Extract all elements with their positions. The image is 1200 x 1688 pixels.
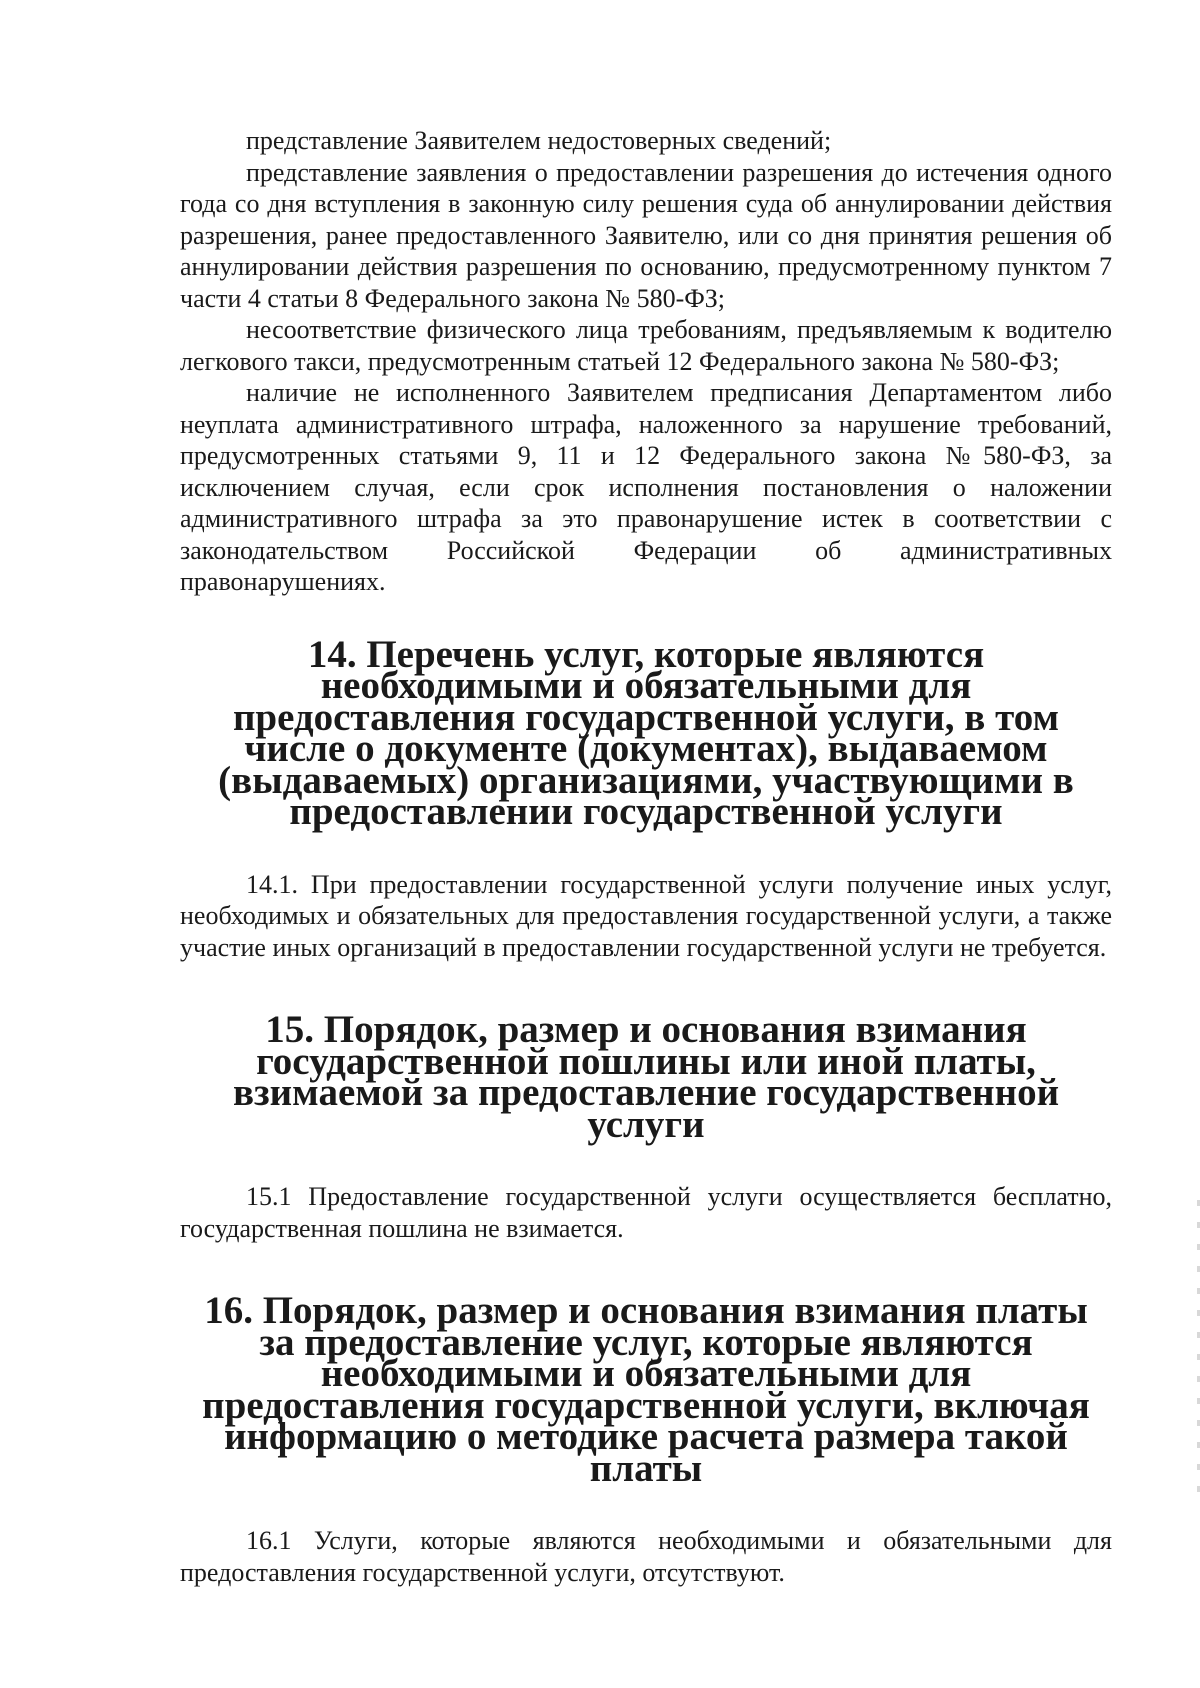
paragraph-driver-requirements: несоответствие физического лица требованиям, предъявляемым к водителю легкового такси, предусмотренным статьей 12 Федерального закона № 580-ФЗ; — [180, 315, 1112, 376]
section-14-heading: 14. Перечень услуг, которые являются необходимыми и обязательными для предоставления государственной услуги, в том числе о документе (документах), выдаваемом (выдаваемых) организациями, участвующими в предоставлении государственной услуги — [218, 632, 1074, 833]
document-page — [180, 125, 1112, 1588]
paragraph-unreliable-info: представление Заявителем недостоверных сведений; — [246, 126, 832, 155]
section-16-text: 16.1 Услуги, которые являются необходимыми и обязательными для предоставления государственной услуги, отсутствуют. — [180, 1526, 1112, 1587]
section-16-heading: 16. Порядок, размер и основания взимания платы за предоставление услуг, которые являются необходимыми и обязательными для предоставления государственной услуги, включая информацию о методике расчета размера такой платы — [202, 1289, 1090, 1490]
section-15-text: 15.1 Предоставление государственной услуги осуществляется бесплатно, государственная пошлина не взимается. — [180, 1182, 1112, 1243]
section-15-heading: 15. Порядок, размер и основания взимания государственной пошлины или иной платы, взимаемой за предоставление государственной услуги — [232, 1008, 1060, 1146]
paragraph-unpaid-fine: наличие не исполненного Заявителем предписания Департаментом либо неуплата административного штрафа, наложенного за нарушение требований, предусмотренных статьями 9, 11 и 12 Федерального закона №580-ФЗ, за исключением случая, если срок исполнения постановления о наложении административного штрафа за это правонарушение истек в соответствии с законодательством Российской Федерации об административных правонарушениях. — [180, 378, 1112, 596]
paragraph-early-application: представление заявления о предоставлении разрешения до истечения одного года со дня вступления в законную силу решения суда об аннулировании действия разрешения, ранее предоставленного Заявителю, или со дня принятия решения об аннулировании действия разрешения по основанию, предусмотренному пунктом 7 части 4 статьи 8 Федерального закона № 580-ФЗ; — [180, 157, 1112, 313]
section-14-text: 14.1. При предоставлении государственной услуги получение иных услуг, необходимых и обязательных для предоставления государственной услуги, а также участие иных организаций в предоставлении государственной услуги не требуется. — [180, 869, 1112, 962]
